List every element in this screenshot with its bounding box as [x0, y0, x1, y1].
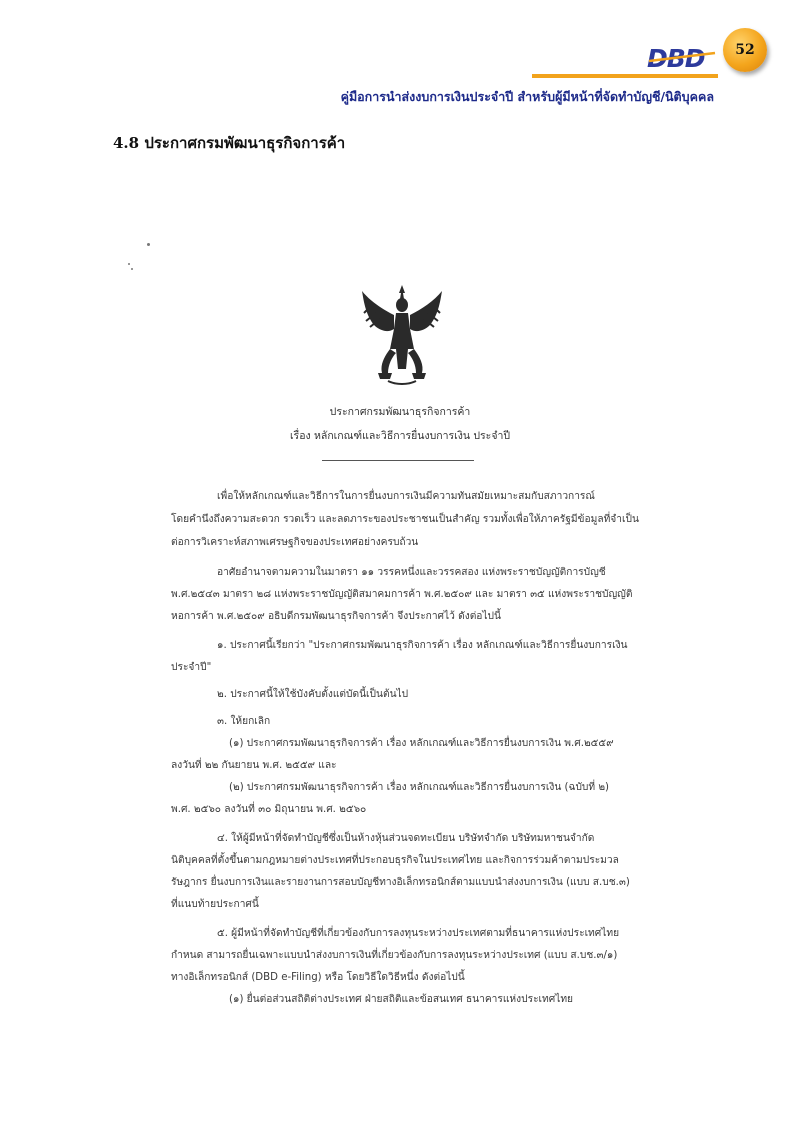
section-title: 4.8 ประกาศกรมพัฒนาธุรกิจการค้า	[113, 134, 346, 152]
body-line: ลงวันที่ ๒๒ กันยายน พ.ศ. ๒๕๕๙ และ	[171, 760, 337, 771]
body-line: หอการค้า พ.ศ.๒๕๐๙ อธิบดีกรมพัฒนาธุรกิจการค้า จึงประกาศไว้ ดังต่อไปนี้	[171, 611, 501, 622]
body-line: นิติบุคคลที่ตั้งขึ้นตามกฎหมายต่างประเทศที่ประกอบธุรกิจในประเทศไทย และกิจการร่วมค้าตามประมวล	[171, 855, 619, 866]
body-line: ๑. ประกาศนี้เรียกว่า "ประกาศกรมพัฒนาธุรกิจการค้า เรื่อง หลักเกณฑ์และวิธีการยื่นงบการเงิน	[217, 640, 628, 651]
body-line: (๑) ยื่นต่อส่วนสถิติต่างประเทศ ฝ่ายสถิติและข้อสนเทศ ธนาคารแห่งประเทศไทย	[229, 994, 574, 1005]
body-line: กำหนด สามารถยื่นเฉพาะแบบนำส่งงบการเงินที่เกี่ยวข้องกับการลงทุนระหว่างประเทศ (แบบ ส.บช.๓/๑)	[171, 950, 618, 961]
body-line: ๕. ผู้มีหน้าที่จัดทำบัญชีที่เกี่ยวข้องกับการลงทุนระหว่างประเทศตามที่ธนาคารแห่งประเทศไทย	[217, 928, 620, 939]
body-line: รัษฎากร ยื่นงบการเงินและรายงานการสอบบัญชีทางอิเล็กทรอนิกส์ตามแบบนำส่งงบการเงิน (แบบ ส.บช.๓)	[171, 877, 630, 888]
body-line: อาศัยอำนาจตามความในมาตรา ๑๑ วรรคหนึ่งและวรรคสอง แห่งพระราชบัญญัติการบัญชี	[217, 567, 606, 578]
body-line: ๒. ประกาศนี้ให้ใช้บังคับตั้งแต่บัดนี้เป็นต้นไป	[217, 689, 409, 700]
body-line: เพื่อให้หลักเกณฑ์และวิธีการในการยื่นงบการเงินมีความทันสมัยเหมาะสมกับสภาวการณ์	[217, 491, 595, 502]
body-line: ต่อการวิเคราะห์สภาพเศรษฐกิจของประเทศอย่างครบถ้วน	[171, 537, 419, 548]
body-line: (๒) ประกาศกรมพัฒนาธุรกิจการค้า เรื่อง หลักเกณฑ์และวิธีการยื่นงบการเงิน (ฉบับที่ ๒)	[229, 782, 610, 793]
announcement-heading: ประกาศกรมพัฒนาธุรกิจการค้า	[329, 406, 471, 418]
logo-text: DBD	[647, 44, 705, 72]
running-title: คู่มือการนำส่งงบการเงินประจำปี สำหรับผู้มีหน้าที่จัดทำบัญชี/นิติบุคคล	[340, 89, 714, 104]
announcement-divider	[322, 460, 474, 461]
body-line: พ.ศ. ๒๕๖๐ ลงวันที่ ๓๐ มิถุนายน พ.ศ. ๒๕๖๐	[171, 804, 367, 815]
body-line: โดยคำนึงถึงความสะดวก รวดเร็ว และลดภาระของประชาชนเป็นสำคัญ รวมทั้งเพื่อให้ภาครัฐมีข้อมูลที่จำเป็น	[171, 514, 639, 525]
page-number-badge: 52	[723, 28, 767, 72]
body-line: ๔. ให้ผู้มีหน้าที่จัดทำบัญชีซึ่งเป็นห้างหุ้นส่วนจดทะเบียน บริษัทจำกัด บริษัทมหาชนจำกัด	[217, 833, 595, 844]
body-line: ทางอิเล็กทรอนิกส์ (DBD e-Filing) หรือ โดยวิธีใดวิธีหนึ่ง ดังต่อไปนี้	[171, 972, 465, 983]
body-line: ๓. ให้ยกเลิก	[217, 716, 271, 727]
body-line: (๑) ประกาศกรมพัฒนาธุรกิจการค้า เรื่อง หลักเกณฑ์และวิธีการยื่นงบการเงิน พ.ศ.๒๕๕๙	[229, 738, 614, 749]
body-line: ประจำปี"	[171, 662, 212, 673]
body-line: ที่แนบท้ายประกาศนี้	[171, 899, 259, 910]
announcement-subject: เรื่อง หลักเกณฑ์และวิธีการยื่นงบการเงิน ประจำปี	[289, 430, 511, 442]
body-line: พ.ศ.๒๕๔๓ มาตรา ๒๘ แห่งพระราชบัญญัติสมาคมการค้า พ.ศ.๒๕๐๙ และ มาตรา ๓๕ แห่งพระราชบัญญัติ	[171, 589, 633, 600]
